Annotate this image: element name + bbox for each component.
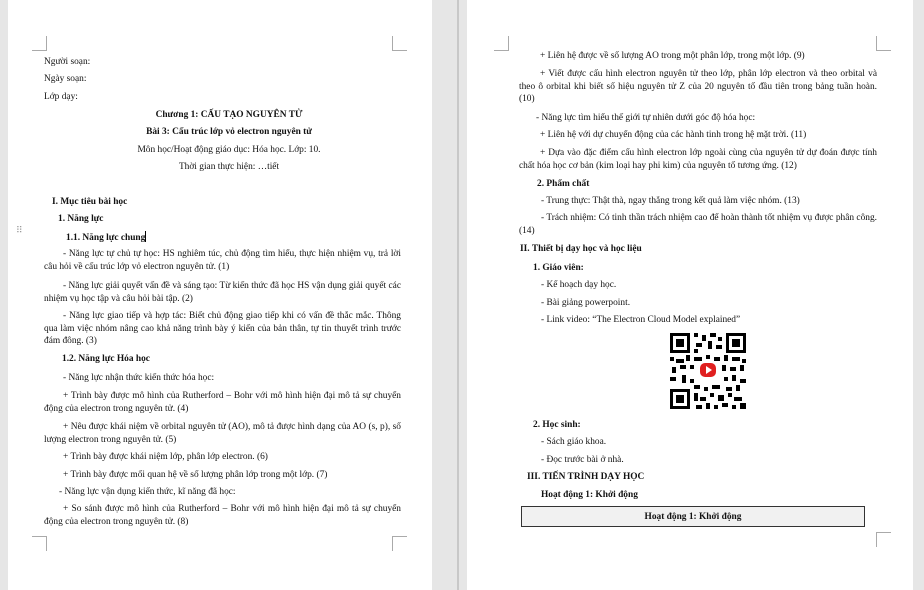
list-item: - Bài giảng powerpoint. bbox=[541, 298, 631, 308]
section-heading: II. Thiết bị dạy học và học liệu bbox=[520, 244, 642, 254]
subsection-heading: 1. Năng lực bbox=[58, 214, 104, 224]
author-line: Người soạn: bbox=[44, 57, 91, 67]
paragraph: - Trách nhiệm: Có tinh thần trách nhiệm cao để hoàn thành tốt nhiệm vụ được phân công. (14) bbox=[519, 213, 877, 236]
section-heading: III. TIẾN TRÌNH DẠY HỌC bbox=[527, 472, 645, 482]
paragraph: + Nêu được khái niệm về orbital nguyên tử (AO), mô tả được hình dạng của AO (s, p), số lượng electron trong nguyên tử. (5) bbox=[44, 422, 401, 445]
subsection-heading: 2. Học sinh: bbox=[533, 420, 581, 430]
paragraph: + Trình bày được mối quan hệ về số lượng phân lớp trong một lớp. (7) bbox=[63, 470, 328, 480]
list-item: - Sách giáo khoa. bbox=[541, 437, 607, 447]
paragraph: + Trình bày được mô hình của Rutherford – Bohr với mô hình hiện đại mô tả sự chuyển động của electron trong nguyên tử. (4) bbox=[44, 391, 401, 414]
paragraph: - Năng lực vận dụng kiến thức, kĩ năng đã học: bbox=[59, 487, 236, 497]
lesson-title: Bài 3: Cấu trúc lớp vỏ electron nguyên tử bbox=[146, 127, 312, 137]
subsection-heading-text: 1.1. Năng lực chung bbox=[66, 233, 146, 243]
paragraph: + Liên hệ với dự chuyển động của các hành tinh trong hệ mặt trời. (11) bbox=[540, 130, 807, 140]
paragraph: + Viết được cấu hình electron nguyên tử theo lớp, phân lớp electron và theo orbital và theo ô orbital khi biết số hiệu nguyên tử Z của 20 nguyên tố đầu tiên trong bảng tuần hoàn. (10) bbox=[519, 69, 877, 104]
crop-mark bbox=[392, 536, 407, 551]
subject-line: Môn học/Hoạt động giáo dục: Hóa học. Lớp: 10. bbox=[137, 145, 321, 155]
paragraph: - Năng lực giao tiếp và hợp tác: Biết chủ động giao tiếp khi có vấn đề thắc mắc. Thông qua làm việc nhóm nâng cao khả năng trình bày ý kiến của bản thân, tự tin thuyết trình trước đám đông. (3) bbox=[44, 311, 401, 346]
crop-mark bbox=[876, 36, 891, 51]
paragraph: - Năng lực giải quyết vấn đề và sáng tạo: Từ kiến thức đã học HS vận dụng giải quyết các nhiệm vụ học tập và câu hỏi bài tập. (2) bbox=[44, 281, 401, 304]
subsection-heading: 2. Phẩm chất bbox=[537, 179, 590, 189]
activity-table-header[interactable] bbox=[521, 506, 865, 527]
crop-mark bbox=[876, 532, 891, 547]
time-line: Thời gian thực hiện: …tiết bbox=[178, 162, 280, 172]
paragraph: - Năng lực tự chủ tự học: HS nghiêm túc, chủ động tìm hiểu, thực hiện nhiệm vụ, trả lời câu hỏi về cấu trúc lớp vỏ electron nguyên tử. (1) bbox=[44, 249, 401, 272]
list-item: - Link video: “The Electron Cloud Model explained” bbox=[541, 315, 741, 325]
crop-mark bbox=[32, 36, 47, 51]
paragraph: - Năng lực tìm hiểu thế giới tự nhiên dưới góc độ hóa học: bbox=[536, 113, 756, 123]
subsection-heading: 1.2. Năng lực Hóa học bbox=[62, 354, 150, 364]
section-heading: I. Mục tiêu bài học bbox=[52, 197, 128, 207]
text-cursor bbox=[145, 231, 146, 242]
chapter-title: Chương 1: CẤU TẠO NGUYÊN TỬ bbox=[155, 110, 303, 120]
list-item: - Đọc trước bài ở nhà. bbox=[541, 455, 624, 465]
subsection-heading: 1. Giáo viên: bbox=[533, 263, 584, 273]
activity-heading: Hoạt động 1: Khởi động bbox=[541, 490, 638, 500]
qr-code-image[interactable] bbox=[670, 333, 746, 409]
crop-mark bbox=[494, 36, 509, 51]
paragraph: + Dựa vào đặc điểm cấu hình electron lớp ngoài cùng của nguyên tử dự đoán được tính chất hóa học cơ bản (kim loại hay phi kim) của nguyên tố tương ứng. (12) bbox=[519, 148, 877, 171]
list-item: - Kế hoạch dạy học. bbox=[541, 280, 617, 290]
drag-handle-icon[interactable]: ⠿ bbox=[16, 226, 24, 236]
crop-mark bbox=[32, 536, 47, 551]
activity-box-title: Hoạt động 1: Khởi động bbox=[644, 512, 742, 522]
paragraph: - Năng lực nhận thức kiến thức hóa học: bbox=[63, 373, 215, 383]
subsection-heading[interactable] bbox=[66, 231, 146, 245]
paragraph: + So sánh được mô hình của Rutherford – Bohr với mô hình hiện đại mô tả sự chuyển động của electron trong nguyên tử. (8) bbox=[44, 504, 401, 527]
paragraph: - Trung thực: Thật thà, ngay thẳng trong kết quả làm việc nhóm. (13) bbox=[541, 196, 800, 206]
class-line: Lớp dạy: bbox=[44, 92, 78, 102]
paragraph: + Liên hệ được về số lượng AO trong một phân lớp, trong một lớp. (9) bbox=[540, 51, 805, 61]
crop-mark bbox=[392, 36, 407, 51]
paragraph: + Trình bày được khái niệm lớp, phân lớp electron. (6) bbox=[63, 452, 268, 462]
date-line: Ngày soạn: bbox=[44, 74, 87, 84]
page-separator bbox=[457, 0, 459, 590]
